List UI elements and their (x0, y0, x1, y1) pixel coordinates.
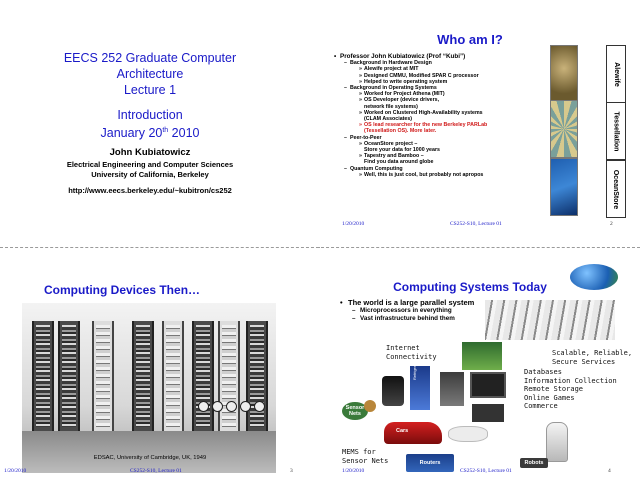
bio-item: » Well, this is just cool, but probably not apropos (334, 172, 564, 178)
tower-image (440, 372, 464, 406)
footer-course: CS252-S10, Lecture 01 (460, 468, 512, 474)
sensor-nets-badge: Sensor Nets (342, 402, 368, 420)
intro-heading: Introduction (117, 108, 183, 122)
game-controller-image (448, 426, 488, 442)
sub-bullet: – Microprocessors in everything (340, 307, 474, 315)
title-line: EECS 252 Graduate Computer (63, 51, 237, 65)
bio-item: Store your data for 1000 years (364, 147, 440, 154)
author-name: John Kubiatowicz (109, 147, 191, 158)
bio-item: » Designed CMMU, Modified SPAR C processor (334, 73, 564, 79)
alewife-label: Alewife (606, 45, 626, 103)
slide-title: Computing Systems Today (393, 280, 547, 294)
computer-rack (92, 321, 114, 431)
bullet: • The world is a large parallel system (340, 298, 474, 307)
department (30, 160, 270, 180)
lecture-date: January 20th 2010 (100, 126, 200, 141)
page-number: 4 (608, 468, 611, 474)
monitor-image (470, 372, 506, 398)
bio-item: » Helped to write operating system (334, 79, 564, 85)
bio-item: » OceanStore project – (334, 141, 564, 147)
internet-label: Internet Connectivity (386, 344, 437, 361)
bio-item: Find you data around globe (364, 159, 434, 166)
robot-image (546, 422, 568, 462)
bio-item: » Tapestry and Bamboo – (334, 153, 564, 159)
footer-course: CS252-S10, Lecture 01 (450, 221, 502, 227)
slide-1 (0, 0, 320, 247)
tessellation-image (550, 100, 578, 158)
bio-item: – Peer-to-Peer (334, 135, 564, 141)
alewife-chip-image (550, 45, 578, 103)
refrigerators-label: Refrigerators (412, 356, 417, 380)
photo-caption: EDSAC, University of Cambridge, UK, 1949 (93, 455, 207, 461)
bio-item: (CLAM Associates) (364, 116, 413, 123)
bio-item: • Professor John Kubiatowicz (Prof “Kubi”) (334, 54, 564, 60)
edsac-photo (22, 303, 276, 473)
computer-rack (58, 321, 80, 431)
footer-date: 1/20/2010 (342, 468, 365, 474)
sub-bullet: – Vast infrastructure behind them (340, 315, 474, 323)
slide-4 (320, 248, 640, 495)
course-url[interactable]: http://www.eecs.berkeley.edu/~kubitron/cs252 (68, 186, 232, 195)
bio-item: » Worked for Project Athena (MIT) (334, 91, 564, 97)
computer-rack (32, 321, 54, 431)
bio-item: » Worked on Clustered High-Availability systems (334, 110, 564, 116)
phone-image (382, 376, 404, 406)
routers-label: Routers (419, 460, 441, 466)
footer-course: CS252-S10, Lecture 01 (130, 468, 182, 474)
dept-line: University of California, Berkeley (91, 170, 209, 179)
lecture-title (40, 50, 260, 98)
bio-item: network file systems) (364, 103, 418, 110)
tessellation-label: Tessellation (606, 102, 626, 160)
bio-item: – Quantum Computing (334, 166, 564, 172)
bio-item: » OS Developer (device drivers, (334, 97, 564, 103)
bio-item: – Background in Hardware Design (334, 60, 564, 66)
slide-title: Computing Devices Then… (44, 283, 201, 297)
dial-panel (198, 401, 265, 412)
bullet-list (340, 298, 474, 323)
oceanstore-label: OceanStore (606, 160, 626, 218)
bio-item: (Tessellation OS). More later. (364, 128, 437, 135)
title-line: Lecture 1 (123, 83, 177, 97)
robots-label: Robots (524, 460, 544, 466)
globe-image (570, 264, 618, 290)
slide-2 (320, 0, 640, 247)
cars-label: Cars (396, 428, 409, 434)
footer-date: 1/20/2010 (342, 221, 365, 227)
refrigerator-image (410, 356, 430, 410)
robots-badge (520, 458, 548, 468)
network-image (462, 342, 502, 370)
computer-rack (132, 321, 154, 431)
dept-line: Electrical Engineering and Computer Sciences (66, 160, 234, 169)
services-list: Databases Information Collection Remote Storage Online Games Commerce (524, 368, 617, 410)
oceanstore-image (550, 158, 578, 216)
coin-sensor-image (364, 400, 376, 412)
mems-label: MEMS for Sensor Nets (342, 448, 389, 465)
bio-item: » OS lead researcher for the new Berkeley PARLab (334, 122, 564, 128)
floor (22, 431, 276, 473)
page-number: 3 (290, 468, 293, 474)
slide-3 (0, 248, 320, 495)
slide-title: Who am I? (437, 32, 503, 47)
computer-rack (162, 321, 184, 431)
server-racks-image (485, 300, 615, 340)
computer-rack (246, 321, 268, 431)
scalable-services-label: Scalable, Reliable, Secure Services (552, 349, 633, 366)
bio-item: » Alewife project at MIT (334, 66, 564, 72)
page-number: 2 (610, 221, 613, 227)
footer-date: 1/20/2010 (4, 468, 27, 474)
bio-list (334, 54, 564, 178)
title-line: Architecture (116, 67, 184, 81)
computer-rack (192, 321, 214, 431)
bio-item: – Background in Operating Systems (334, 85, 564, 91)
intro-block (40, 107, 260, 141)
routers-image (406, 454, 454, 472)
computer-rack (218, 321, 240, 431)
car-image (384, 422, 442, 444)
laptop-image (472, 404, 504, 422)
